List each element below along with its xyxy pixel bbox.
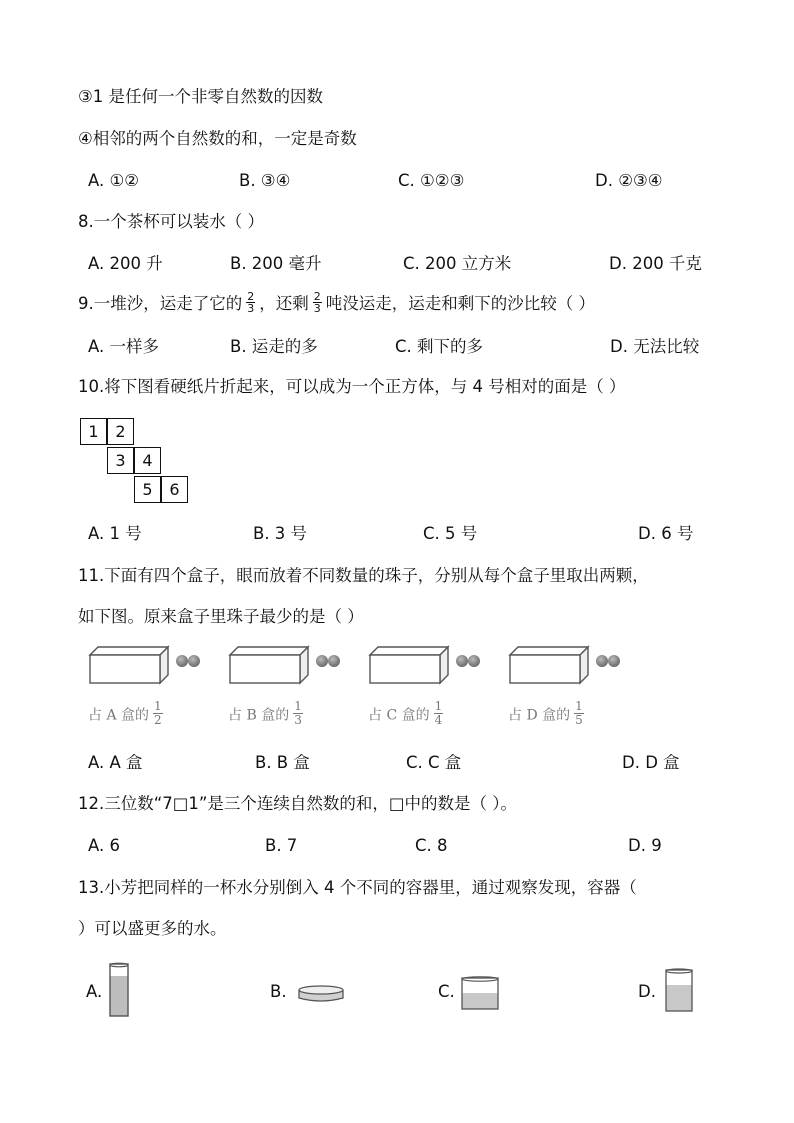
bead-icon <box>468 655 480 667</box>
bead-icon <box>456 655 468 667</box>
box-a <box>90 647 200 683</box>
statement-3 <box>78 86 323 108</box>
q12-option-c[interactable]: C. 8 <box>415 836 448 855</box>
bead-icon <box>176 655 188 667</box>
q9-option-c[interactable]: C. 剩下的多 <box>395 337 484 356</box>
q8-option-b[interactable]: B. 200 毫升 <box>230 254 322 273</box>
q11-option-c[interactable]: C. C 盒 <box>406 753 462 772</box>
q10-option-c[interactable]: C. 5 号 <box>423 524 478 543</box>
bead-boxes-figure <box>88 645 708 740</box>
net-face-4: 4 <box>134 447 161 474</box>
q10-option-a[interactable]: A. 1 号 <box>88 524 142 543</box>
q8-option-c[interactable]: C. 200 立方米 <box>403 254 512 273</box>
q9-option-d[interactable]: D. 无法比较 <box>610 337 700 356</box>
q11-option-d[interactable]: D. D 盒 <box>622 753 680 772</box>
q11-option-b[interactable]: B. B 盒 <box>255 753 310 772</box>
q10-option-d[interactable]: D. 6 号 <box>638 524 694 543</box>
q8-option-d[interactable]: D. 200 千克 <box>609 254 702 273</box>
medium-beaker-container-icon <box>664 967 694 1013</box>
q12-option-b[interactable]: B. 7 <box>265 836 298 855</box>
net-face-2: 2 <box>107 418 134 445</box>
q13-option-b[interactable]: B. <box>270 982 287 1001</box>
net-face-1: 1 <box>80 418 107 445</box>
q11-option-a[interactable]: A. A 盒 <box>88 753 143 772</box>
q12-option-a[interactable]: A. 6 <box>88 836 120 855</box>
box-d-label: 占 D 盒的 $\frac{1}{5}$ <box>508 699 583 727</box>
q13-option-d[interactable]: D. <box>638 982 656 1001</box>
q7-option-a[interactable]: A. ①② <box>88 171 140 190</box>
box-d <box>510 647 620 683</box>
q9-option-b[interactable]: B. 运走的多 <box>230 337 318 356</box>
q13-stem-line2: ）可以盛更多的水。 <box>78 919 227 938</box>
q12-stem: 12.三位数“7□1”是三个连续自然数的和，□中的数是（ ）。 <box>78 794 518 813</box>
q10-stem: 10.将下图看硬纸片折起来，可以成为一个正方体，与 4 号相对的面是（ ） <box>78 377 626 396</box>
bead-icon <box>608 655 620 667</box>
q7-option-c[interactable]: C. ①②③ <box>398 171 465 190</box>
box-b-label: 占 B 盒的 $\frac{1}{3}$ <box>228 699 302 727</box>
box-a-label: 占 A 盒的 $\frac{1}{2}$ <box>88 699 162 727</box>
net-face-3: 3 <box>107 447 134 474</box>
tall-narrow-container-icon <box>108 962 130 1018</box>
q7-option-b[interactable]: B. ③④ <box>239 171 291 190</box>
q11-stem-line2: 如下图。原来盒子里珠子最少的是（ ） <box>78 607 364 626</box>
box-illustrations <box>88 645 708 687</box>
q13-option-c[interactable]: C. <box>438 982 455 1001</box>
net-face-5: 5 <box>134 476 161 503</box>
box-c <box>370 647 480 683</box>
q9-stem: 9.一堆沙，运走了它的 $\frac{2}{3}$ ，还剩 $\frac{2}{3}$ 吨没运走，运走和剩下的沙比较（ ） <box>78 290 595 315</box>
q8-option-a[interactable]: A. 200 升 <box>88 254 163 273</box>
box-b <box>230 647 340 683</box>
statement-text: 相邻的两个自然数的和，一定是奇数 <box>92 129 357 148</box>
net-face-6: 6 <box>161 476 188 503</box>
q7-option-d[interactable]: D. ②③④ <box>595 171 663 190</box>
circled-number: ④ <box>78 129 93 148</box>
q11-stem-line1: 11.下面有四个盒子，眼而放着不同数量的珠子，分别从每个盒子里取出两颗， <box>78 566 649 585</box>
fraction: $\frac{2}{3}$ <box>313 290 321 315</box>
statement-4 <box>78 128 357 150</box>
q8-stem: 8.一个茶杯可以装水（ ） <box>78 212 264 231</box>
bead-icon <box>328 655 340 667</box>
bead-icon <box>188 655 200 667</box>
box-c-label: 占 C 盒的 $\frac{1}{4}$ <box>368 699 443 727</box>
statement-text: 1 是任何一个非零自然数的因数 <box>92 87 324 106</box>
wide-beaker-container-icon <box>460 975 500 1011</box>
bead-icon <box>316 655 328 667</box>
q12-option-d[interactable]: D. 9 <box>628 836 662 855</box>
fraction: $\frac{2}{3}$ <box>247 290 255 315</box>
q9-option-a[interactable]: A. 一样多 <box>88 337 159 356</box>
bead-icon <box>596 655 608 667</box>
q13-option-a[interactable]: A. <box>86 982 103 1001</box>
q13-stem-line1: 13.小芳把同样的一杯水分别倒入 4 个不同的容器里，通过观察发现，容器（ <box>78 878 637 897</box>
wide-dish-container-icon <box>296 982 346 1004</box>
circled-number: ③ <box>78 87 93 106</box>
q10-option-b[interactable]: B. 3 号 <box>253 524 308 543</box>
